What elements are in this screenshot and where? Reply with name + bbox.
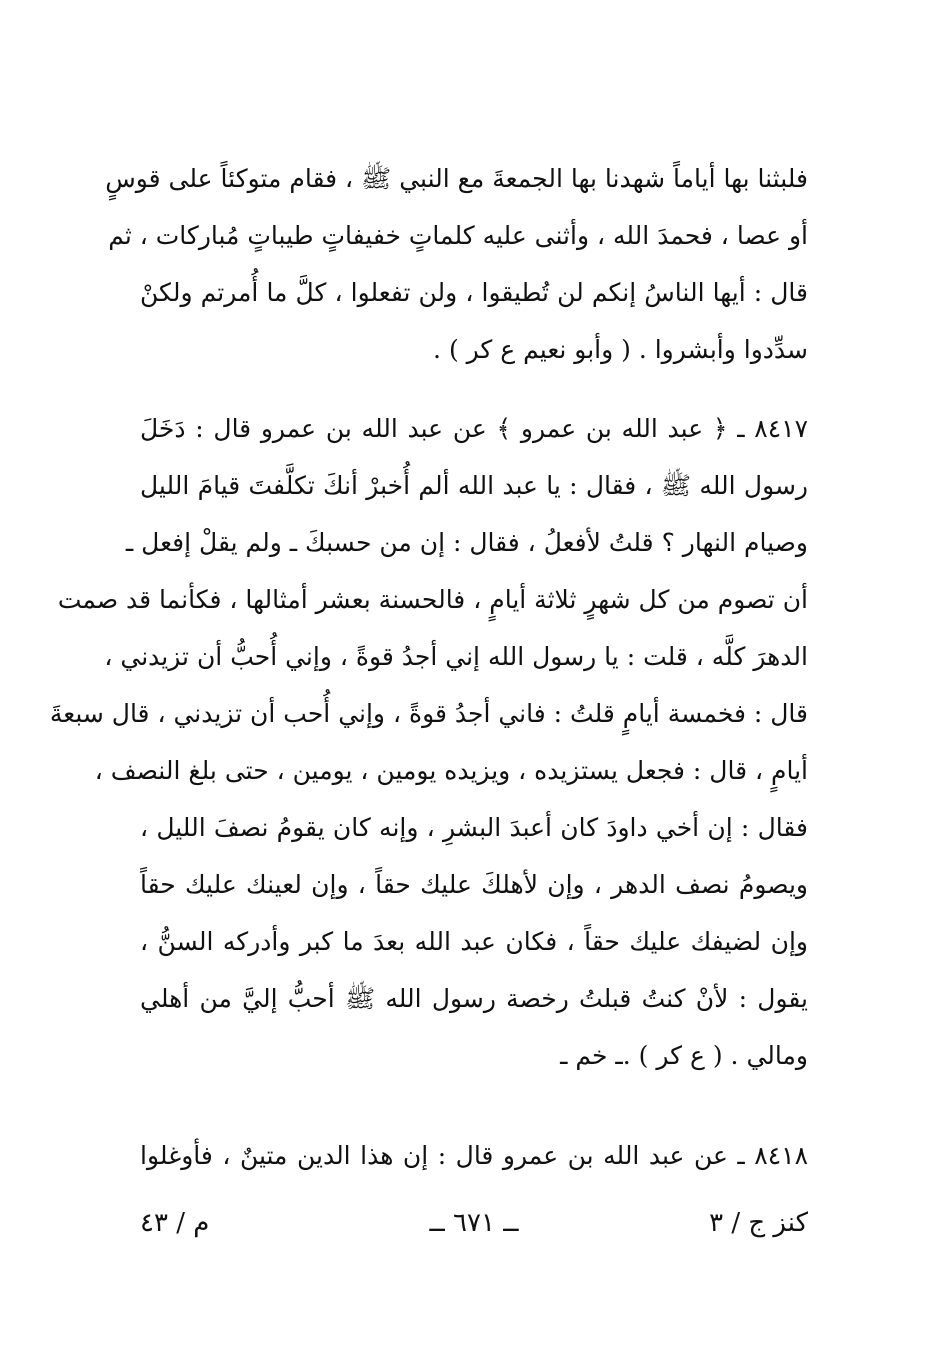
text-line: ويصومُ نصف الدهر ، وإن لأهلكَ عليك حقاً ، وإن لعينك عليك حقاً [140, 870, 808, 899]
text-line: فلبثنا بها أياماً شهدنا بها الجمعةَ مع النبي ﷺ ، فقام متوكئاً على قوسٍ [105, 164, 808, 193]
volume-label: كنز ج / ٣ [709, 1208, 808, 1238]
text-line: أو عصا ، فحمدَ الله ، وأثنى عليه كلماتٍ خفيفاتٍ طيباتٍ مُباركات ، ثم [108, 221, 808, 250]
text-line: أيامٍ ، قال : فجعل يستزيده ، ويزيده يومين ، يومين ، حتى بلغ النصف ، [94, 756, 808, 785]
text-line: يقول : لأنْ كنتُ قبلتُ رخصة رسول الله ﷺ أحبُّ إليَّ من أهلي [140, 984, 808, 1013]
paragraph-hadith-8418 [140, 1127, 808, 1184]
text-line: فقال : إن أخي داودَ كان أعبدَ البشرِ ، وإنه كان يقومُ نصفَ الليل ، [140, 813, 808, 842]
text-line: قال : أيها الناسُ إنكم لن تُطيقوا ، ولن تفعلوا ، كلَّ ما أُمرتم ولكنْ [140, 278, 808, 307]
signature-mark: م / ٤٣ [140, 1208, 210, 1238]
page-footer [140, 1198, 808, 1248]
text-line: ٨٤١٨ ـ عن عبد الله بن عمرو قال : إن هذا الدين متينٌ ، فأوغلوا [140, 1141, 808, 1170]
paragraph-continuation [105, 150, 808, 378]
text-line: رسول الله ﷺ ، فقال : يا عبد الله ألم أُخبرْ أنكَ تكلَّفتَ قيامَ الليل [140, 471, 808, 500]
text-line: وإن لضيفك عليك حقاً ، فكان عبد الله بعدَ ما كبر وأدركه السنُّ ، [140, 927, 808, 956]
page-number: ــ ٦٧١ ــ [429, 1208, 519, 1238]
text-line: ٨٤١٧ ـ ﴿ عبد الله بن عمرو ﴾ عن عبد الله بن عمرو قال : دَخَلَ [140, 414, 808, 443]
text-line: قال : فخمسة أيامٍ قلتُ : فاني أجدُ قوةً ، وإني أُحب أن تزيدني ، قال سبعةَ [49, 699, 808, 728]
text-line: وصيام النهار ؟ قلتُ لأفعلُ ، فقال : إن من حسبكَ ـ ولم يقلْ إفعل ـ [125, 528, 808, 557]
text-line: ومالي . ( ع كر ) .ـ خم ـ [560, 1041, 808, 1070]
text-line: أن تصوم من كل شهرٍ ثلاثة أيامٍ ، فالحسنة بعشر أمثالها ، فكأنما قد صمت [57, 585, 808, 614]
text-line: سدِّدوا وأبشروا . ( وأبو نعيم ع كر ) . [433, 335, 808, 364]
text-line: الدهرَ كلَّه ، قلت : يا رسول الله إني أجدُ قوةً ، وإني أُحبُّ أن تزيدني ، [104, 642, 808, 671]
paragraph-hadith-8417 [49, 400, 808, 1084]
